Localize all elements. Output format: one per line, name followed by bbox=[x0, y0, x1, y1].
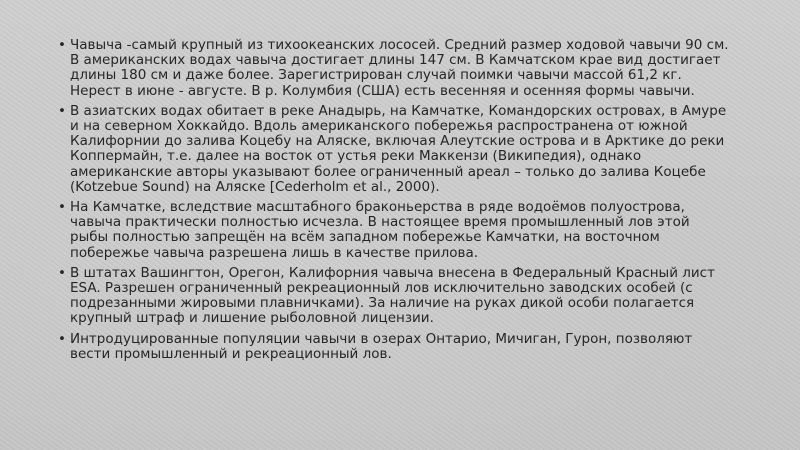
bullet-item-3 bbox=[58, 200, 730, 261]
paragraph-text: Интродуцированные популяции чавычи в озерах Онтарио, Мичиган, Гурон, позволяют вести промышленный и рекреационный лов. bbox=[70, 330, 693, 362]
paragraph-text: На Камчатке, вследствие масштабного браконьерства в ряде водоёмов полуострова, чавыча практически полностью исчезла. В настоящее время промышленный лов этой рыбы полностью запрещён на всём западном побережье Камчатки, на восточном побережье чавыча разрешена лишь в качестве прилова. bbox=[70, 199, 690, 261]
paragraph-text: В азиатских водах обитает в реке Анадырь, на Камчатке, Командорских островах, в Амуре и на северном Хоккайдо. Вдоль американского побережья распространена от южной Калифорнии до залива Коцебу на Аляске, включая Алеутские острова и в Арктике до реки Коппермайн, т.е. далее на восток от устья реки Маккензи (Википедия), однако американские авторы указывают более ограниченный ареал – только до залива Коцебе (Kotzebue Sound) на Аляске [Cederholm et al., 2000). bbox=[70, 102, 727, 195]
paragraph-text: Чавыча -самый крупный из тихоокеанских лососей. Средний размер ходовой чавычи 90 см. В американских водах чавыча достигает длины 147 см. В Камчатском крае вид достигает длины 180 см и даже более. Зарегистрирован случай поимки чавычи массой 61,2 кг. Нерест в июне - августе. В р. Колумбия (США) есть весенняя и осенняя формы чавычи. bbox=[70, 37, 729, 99]
bullet-icon: • bbox=[58, 199, 66, 216]
bullet-icon: • bbox=[58, 264, 66, 281]
bullet-icon: • bbox=[58, 37, 66, 53]
bullet-item-1 bbox=[58, 38, 730, 99]
paragraph-text: В штатах Вашингтон, Орегон, Калифорния чавыча внесена в Федеральный Красный лист ESA. Разрешен ограниченный рекреационный лов исключительно заводских особей (с подрезанными жировыми плавничками). За наличие на руках дикой особи полагается крупный штраф и лишение рыболовной лицензии. bbox=[70, 264, 715, 327]
bullet-icon: • bbox=[58, 330, 66, 347]
bullet-item-5 bbox=[58, 332, 730, 362]
bullet-icon: • bbox=[58, 102, 66, 119]
bullet-item-4 bbox=[58, 266, 730, 327]
bullet-list bbox=[58, 38, 730, 367]
bullet-item-2 bbox=[58, 104, 730, 195]
